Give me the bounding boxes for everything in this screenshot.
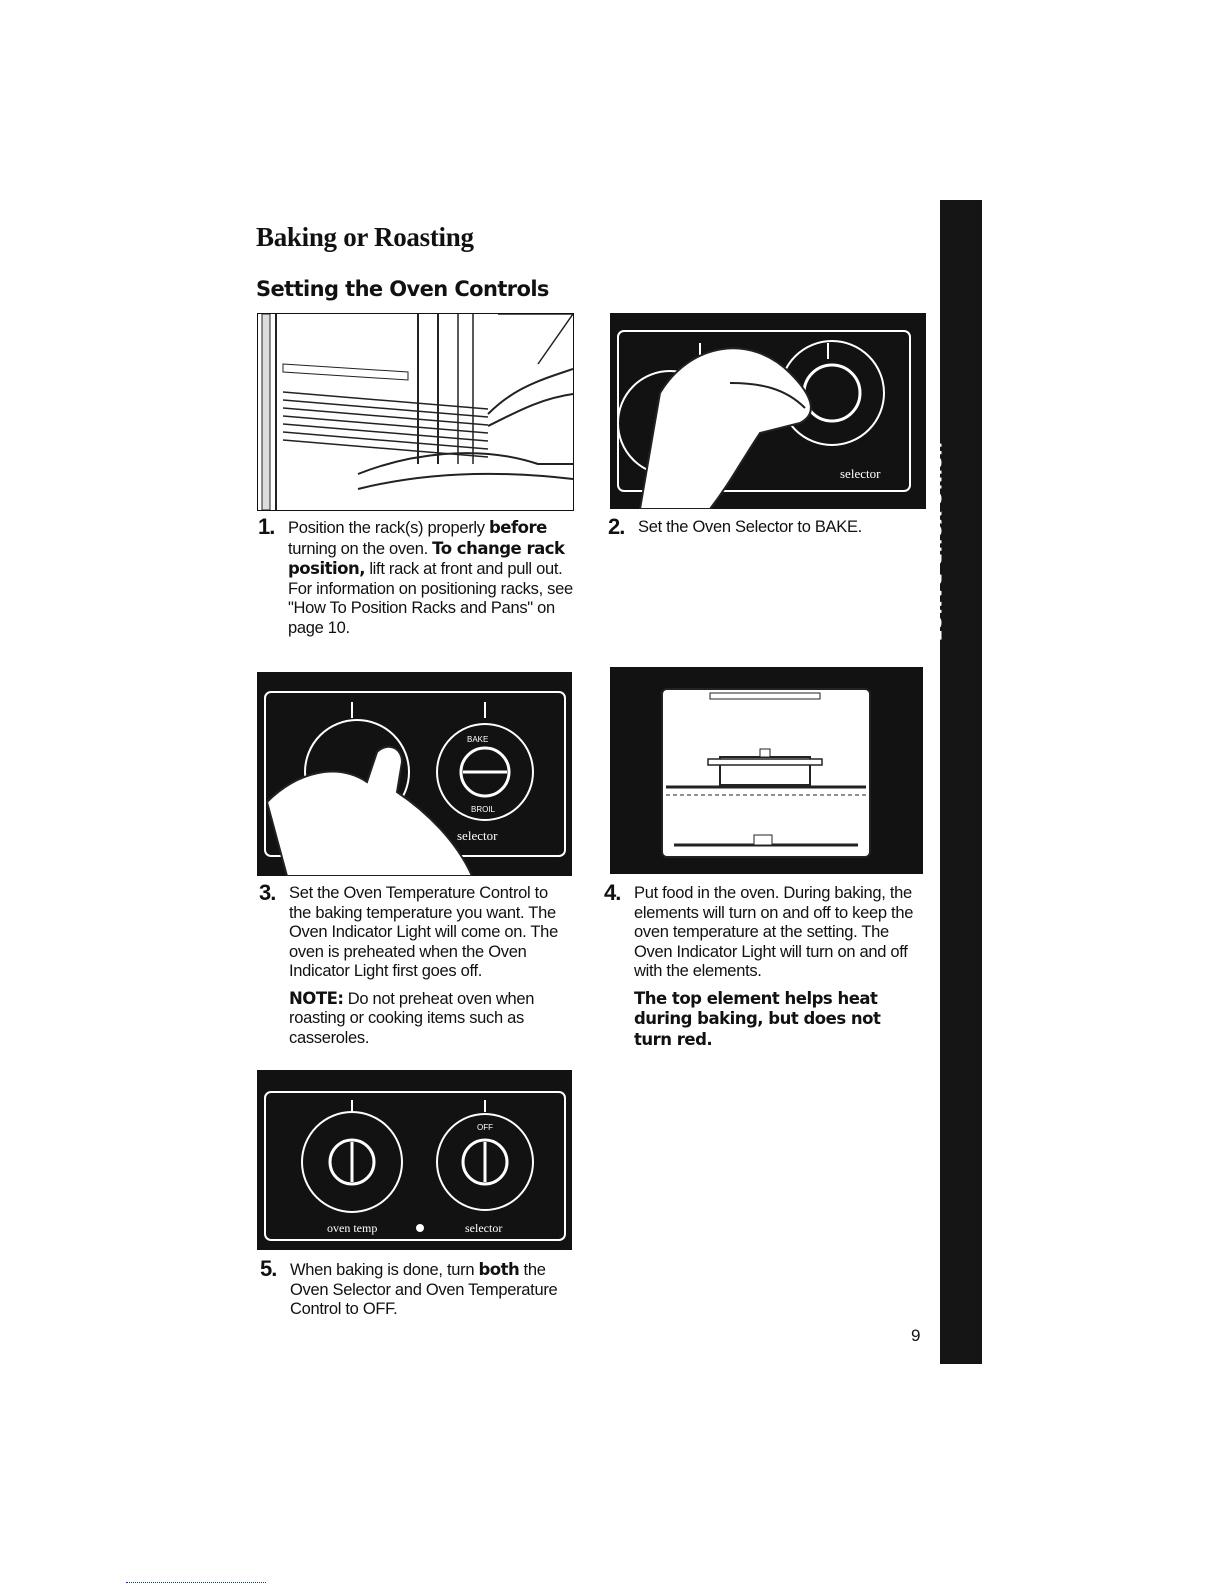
- controls-off-illustration: [257, 1070, 572, 1250]
- step-note: The top element helps heat during baking, but does not turn red.: [634, 988, 881, 1049]
- step-number: 4.: [604, 880, 621, 905]
- temperature-control-illustration: [257, 672, 572, 876]
- section-subtitle: Setting the Oven Controls: [256, 277, 549, 301]
- oven-selector-illustration: [610, 313, 926, 509]
- step-3: [259, 880, 574, 1048]
- step-text: When baking is done, turn both the Oven Selector and Oven Temperature Control to OFF.: [290, 1260, 558, 1318]
- side-tab: [924, 200, 982, 1364]
- selector-label: selector: [465, 1221, 503, 1235]
- broil-label: BROIL: [471, 805, 496, 814]
- step-4: [604, 880, 919, 1050]
- step-1: [258, 514, 573, 638]
- off-label: OFF: [477, 1123, 493, 1132]
- step-5: [260, 1256, 575, 1320]
- oven-interior-illustration: [610, 667, 923, 874]
- step-text: Position the rack(s) properly before turning on the oven. To change rack position, lift rack at front and pull out. For information on positioning racks, see "How To Position Racks and Pans" on page 10.: [288, 518, 573, 637]
- step-text: Set the Oven Selector to BAKE.: [638, 518, 862, 536]
- side-tab-label: USING YOUR RANGE: [924, 442, 944, 642]
- step-2: [608, 514, 923, 539]
- step-text: Put food in the oven. During baking, the elements will turn on and off to keep the oven temperature at the setting. The Oven Indicator Light will turn on and off with the elements.: [634, 884, 914, 980]
- footer-rule: [126, 1582, 266, 1583]
- selector-label: selector: [840, 466, 881, 481]
- selector-label: selector: [457, 828, 498, 843]
- step-number: 3.: [259, 880, 276, 905]
- rack-illustration: [257, 313, 574, 511]
- step-number: 5.: [260, 1256, 277, 1281]
- bake-label: BAKE: [467, 735, 489, 744]
- step-text: Set the Oven Temperature Control to the baking temperature you want. The Oven Indicator Light will come on. The oven is preheated when the Oven Indicator Light first goes off.: [289, 884, 558, 980]
- page-number: 9: [911, 1326, 921, 1345]
- step-number: 2.: [608, 514, 625, 539]
- oven-temp-label: oven temp: [327, 1221, 378, 1235]
- step-number: 1.: [258, 514, 275, 539]
- step-note: NOTE: Do not preheat oven when roasting or cooking items such as casseroles.: [289, 988, 535, 1047]
- page-title: Baking or Roasting: [256, 222, 474, 252]
